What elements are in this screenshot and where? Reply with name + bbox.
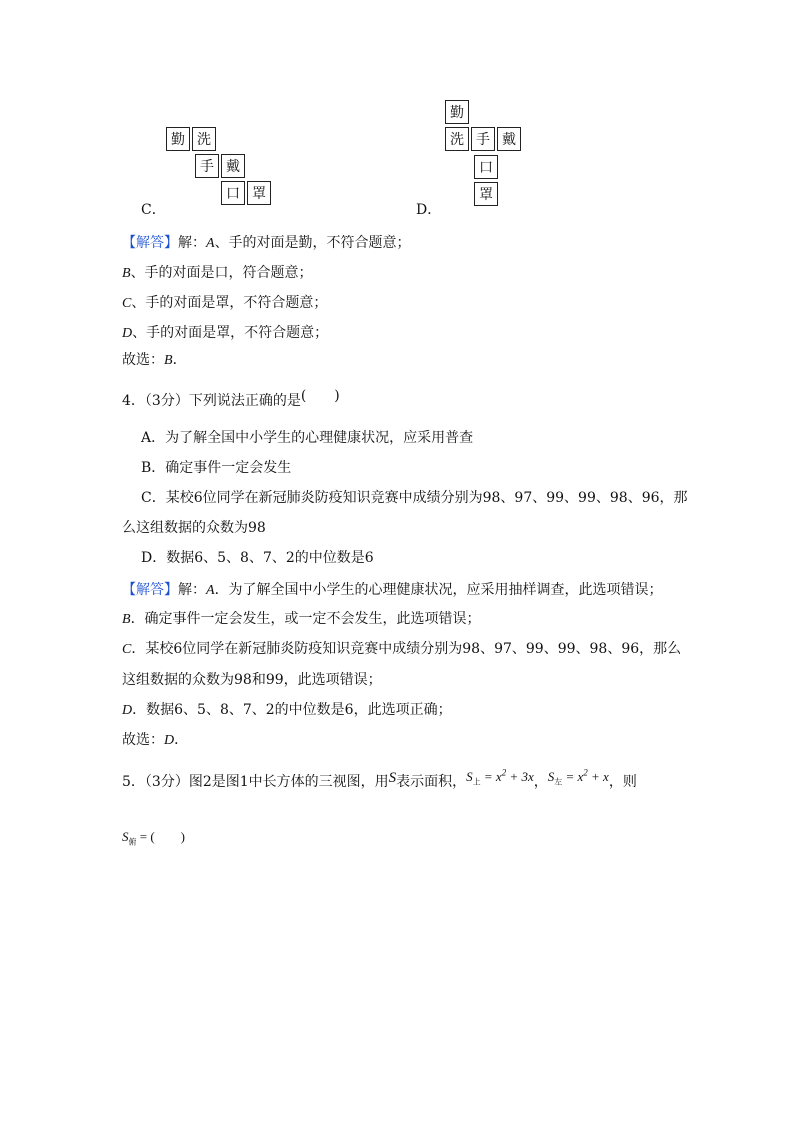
- answer4-head: 解：: [178, 582, 206, 598]
- figure-d-label: D．: [416, 202, 442, 218]
- q5-s-top-expr-b: + 3x: [506, 769, 534, 784]
- q4-stem-text: 4．（3分）下列说法正确的是: [122, 393, 301, 409]
- net-d-cell-xi: 洗: [445, 127, 469, 151]
- answer4-tag: 【解答】: [122, 582, 178, 598]
- q5-s-left-expr-b: + x: [587, 769, 609, 784]
- answer4-choice: [122, 732, 188, 750]
- q4-option-a: A．为了解全国中小学生的心理健康状况，应采用普查: [141, 430, 474, 446]
- answer3-line3: [122, 295, 327, 313]
- q5-s-front-sub: 俯: [128, 837, 137, 847]
- answer3-choice-var: B: [164, 353, 173, 368]
- answer3-tag: 【解答】: [122, 235, 178, 251]
- q4-option-d: D．数据6、5、8、7、2的中位数是6: [141, 550, 374, 566]
- answer3-line1: [122, 235, 411, 253]
- answer4-text-d: ．数据6、5、8、7、2的中位数是6，此选项正确；: [132, 702, 452, 718]
- q5-s-left-exp: 2: [583, 767, 588, 778]
- answer3-text-d: 、手的对面是罩，不符合题意；: [132, 325, 329, 341]
- answer4-var-a: A: [206, 583, 215, 598]
- answer3-choice-prefix: 故选：: [122, 352, 164, 368]
- answer4-line3: [122, 641, 681, 659]
- figure-c-net: [166, 127, 276, 207]
- q5-s-left-sub: 左: [554, 777, 563, 787]
- answer4-line2: [122, 611, 481, 629]
- q4-stem: [122, 388, 340, 410]
- q5-s-top-sub: 上: [472, 777, 481, 787]
- q5-s-front-formula: [122, 829, 185, 845]
- answer4-text-a: ．为了解全国中小学生的心理健康状况，应采用抽样调查，此选项错误；: [214, 582, 663, 598]
- q4-option-b: B．确定事件一定会发生: [141, 460, 292, 476]
- net-d-cell-shou: 手: [471, 127, 495, 151]
- net-c-cell-zhao: 罩: [247, 181, 271, 205]
- answer4-var-c: C: [122, 642, 132, 657]
- answer4-choice-var: D: [164, 733, 175, 748]
- q5-s-top-label: S: [466, 769, 473, 784]
- q5-s-left-expr-a: = x: [562, 769, 584, 784]
- q5-s-front-label: S: [122, 829, 129, 844]
- q5-s-var: S: [388, 770, 397, 786]
- net-c-cell-shou: 手: [195, 154, 219, 178]
- answer3-var-c: C: [122, 296, 132, 311]
- q5-sep: ，: [533, 774, 548, 790]
- answer3-line2: [122, 265, 313, 283]
- answer4-var-d: D: [122, 703, 133, 718]
- q5-s-left-formula: [547, 767, 609, 787]
- q5-stem-mid: 表示面积，: [396, 774, 467, 790]
- answer4-line1: [122, 582, 663, 600]
- answer3-text-a: 、手的对面是勤，不符合题意；: [214, 235, 411, 251]
- q5-stem-start: 5．（3分）图2是图1中长方体的三视图，用: [122, 774, 389, 790]
- net-d-cell-kou: 口: [474, 155, 498, 179]
- q4-paren: ( ): [300, 388, 340, 404]
- q5-s-left-label: S: [547, 769, 555, 784]
- answer3-line4: [122, 325, 328, 343]
- net-d-cell-qin: 勤: [445, 100, 469, 124]
- net-c-cell-dai: 戴: [221, 154, 245, 178]
- q4-option-c-line2: 么这组数据的众数为98: [122, 520, 266, 536]
- figure-d-net: [445, 100, 535, 210]
- answer4-text-b: ．确定事件一定会发生，或一定不会发生，此选项错误；: [130, 611, 481, 627]
- answer4-var-b: B: [122, 612, 131, 627]
- answer3-text-b: 、手的对面是口，符合题意；: [130, 265, 313, 281]
- q5-stem: [122, 767, 637, 791]
- net-c-cell-qin: 勤: [166, 127, 190, 151]
- answer3-var-d: D: [122, 326, 133, 341]
- q5-s-front-expr: = ( ): [136, 829, 185, 844]
- answer4-line4: 这组数据的众数为98和99，此选项错误；: [122, 672, 382, 688]
- answer4-choice-end: ．: [174, 732, 189, 748]
- answer3-var-b: B: [122, 266, 131, 281]
- answer4-text-c: ．某校6位同学在新冠肺炎防疫知识竞赛中成绩分别为98、97、99、99、98、96，那么: [131, 641, 682, 657]
- answer3-choice-end: ．: [172, 352, 187, 368]
- q5-s-top-expr-a: = x: [480, 769, 502, 784]
- answer4-line5: [122, 702, 452, 720]
- answer3-var-a: A: [206, 236, 215, 251]
- answer3-head: 解：: [178, 235, 206, 251]
- net-d-cell-dai: 戴: [497, 127, 521, 151]
- answer4-choice-prefix: 故选：: [122, 732, 164, 748]
- answer3-choice: [122, 352, 187, 370]
- net-d-cell-zhao: 罩: [474, 182, 498, 206]
- net-c-cell-kou: 口: [221, 181, 245, 205]
- answer3-text-c: 、手的对面是罩，不符合题意；: [131, 295, 328, 311]
- q5-s-top-formula: [466, 767, 534, 787]
- q5-s-top-exp: 2: [501, 767, 507, 778]
- q4-option-c-line1: C．某校6位同学在新冠肺炎防疫知识竞赛中成绩分别为98、97、99、99、98、96，那: [141, 490, 688, 506]
- q5-stem-end: ，则: [608, 774, 637, 790]
- figure-c-label: C．: [141, 202, 166, 218]
- net-c-cell-xi: 洗: [192, 127, 216, 151]
